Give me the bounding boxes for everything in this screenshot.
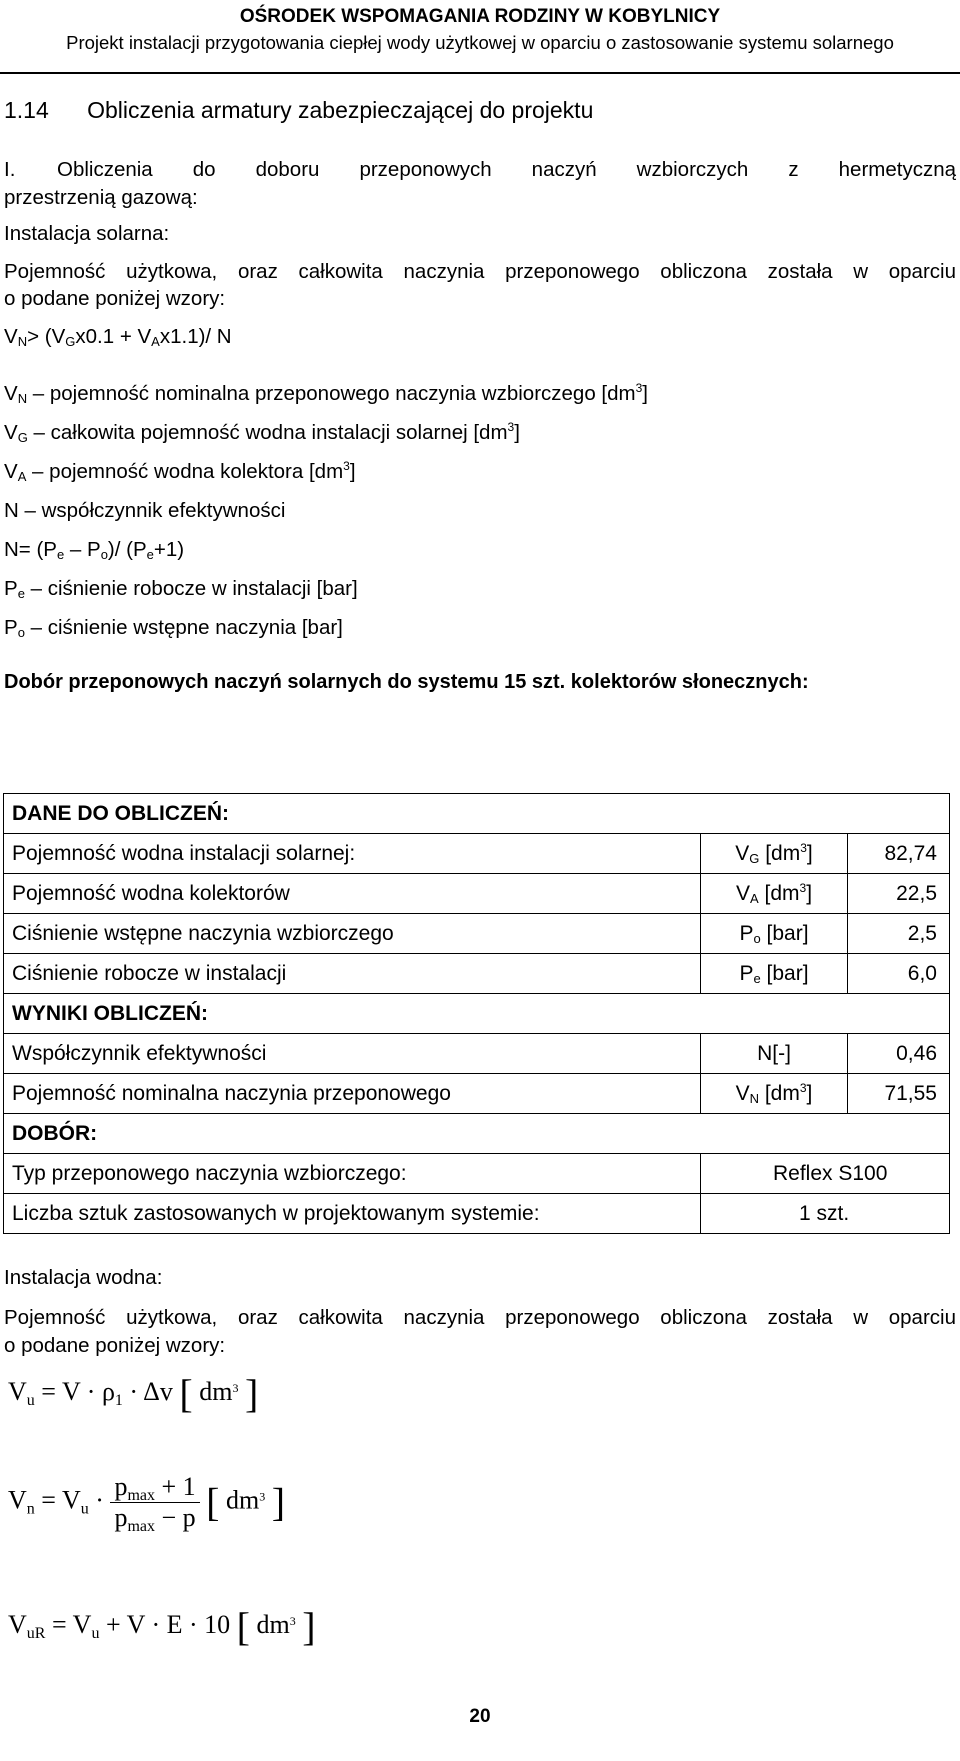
formula-vur: $V_{uR} = V_u + V \cdot E \cdot 10$ [ $dm^3$ ] xyxy=(8,1604,316,1650)
table-section-results xyxy=(4,994,950,1034)
formula-vn: $V_n = V_u$ · $\frac{p_{max} + 1}{p_{max} - p}$ [ $dm^3$ ] xyxy=(8,1472,286,1535)
solar-intro-line1: Pojemność użytkowa, oraz całkowita naczynia przeponowego obliczona została w oparciu xyxy=(4,260,956,283)
legend-po: $P_o$ – ciśnienie wstępne naczynia [bar] xyxy=(4,616,343,640)
selection-heading: Dobór przeponowych naczyń solarnych do systemu 15 szt. kolektorów słonecznych: xyxy=(4,671,809,693)
n-formula: $N= (P_e - P_o)/$ $(P_e+1)$ xyxy=(4,538,185,562)
page-header xyxy=(0,4,960,55)
part1-heading-line1: Obliczenia do doboru przeponowych naczyń wzbiorczych z hermetyczną xyxy=(57,158,956,181)
legend-n: N – współczynnik efektywności xyxy=(4,499,286,522)
legend-pe: $P_e$ – ciśnienie robocze w instalacji [bar] xyxy=(4,577,358,601)
section-title: Obliczenia armatury zabezpieczającej do projektu xyxy=(87,97,594,123)
header-organization: OŚRODEK WSPOMAGANIA RODZINY W KOBYLNICY xyxy=(239,6,721,27)
section-number: 1.14 xyxy=(4,97,49,123)
input-heading: DANE DO OBLICZEŃ: xyxy=(4,794,950,834)
results-heading: WYNIKI OBLICZEŃ: xyxy=(4,994,950,1034)
table-row: Ciśnienie wstępne naczynia wzbiorczego $P_o$ [bar] 2,5 xyxy=(4,914,950,954)
legend-va: $V_A$ – pojemność wodna kolektora $[dm^3]$ xyxy=(4,459,356,484)
section-heading xyxy=(4,97,593,123)
table-row: Współczynnik efektywności N[-] 0,46 xyxy=(4,1034,950,1074)
legend-vg: $V_G$ – całkowita pojemność wodna instalacji solarnej $[dm^3]$ xyxy=(4,420,520,445)
legend-vn: $V_N$ – pojemność nominalna przeponowego naczynia wzbiorczego $[dm^3]$ xyxy=(4,381,648,406)
water-intro-line1: Pojemność użytkowa, oraz całkowita naczynia przeponowego obliczona została w oparciu xyxy=(4,1306,956,1329)
part1-heading-line2: przestrzenią gazową: xyxy=(4,186,198,209)
choice-heading: DOBÓR: xyxy=(4,1114,950,1154)
table-section-input xyxy=(4,794,950,834)
table-section-choice xyxy=(4,1114,950,1154)
pressure-fraction: $\frac{p_{max} + 1}{p_{max} - p}$ xyxy=(110,1472,199,1533)
solar-formula: $V_N> (V_Gx0.1 + V_Ax1.1)/$ N xyxy=(4,325,232,349)
table-row: Ciśnienie robocze w instalacji $P_e$ [bar] 6,0 xyxy=(4,954,950,994)
water-heading: Instalacja wodna: xyxy=(4,1266,163,1289)
table-row: Liczba sztuk zastosowanych w projektowanym systemie: 1 szt. xyxy=(4,1194,950,1234)
table-row: Pojemność wodna kolektorów $V_A$ $[dm^3]$ 22,5 xyxy=(4,874,950,914)
formula-vu: $V_u = V \cdot \rho_1 \cdot \Delta v$ [ $dm^3$ ] xyxy=(8,1371,259,1417)
part1-numeral: I. xyxy=(4,158,16,181)
page-number: 20 xyxy=(469,1706,491,1727)
solar-heading: Instalacja solarna: xyxy=(4,222,170,245)
table-row: Pojemność wodna instalacji solarnej: $V_G$ $[dm^3]$ 82,74 xyxy=(4,834,950,874)
table-row: Pojemność nominalna naczynia przeponowego $V_N$ $[dm^3]$ 71,55 xyxy=(4,1074,950,1114)
header-project-title: Projekt instalacji przygotowania ciepłej wody użytkowej w oparciu o zastosowanie systemu solarnego xyxy=(66,32,894,53)
solar-intro-line2: o podane poniżej wzory: xyxy=(4,287,226,310)
calculation-table xyxy=(3,793,950,1234)
table-row: Typ przeponowego naczynia wzbiorczego: Reflex S100 xyxy=(4,1154,950,1194)
header-divider xyxy=(0,72,960,74)
water-intro-line2: o podane poniżej wzory: xyxy=(4,1334,226,1357)
